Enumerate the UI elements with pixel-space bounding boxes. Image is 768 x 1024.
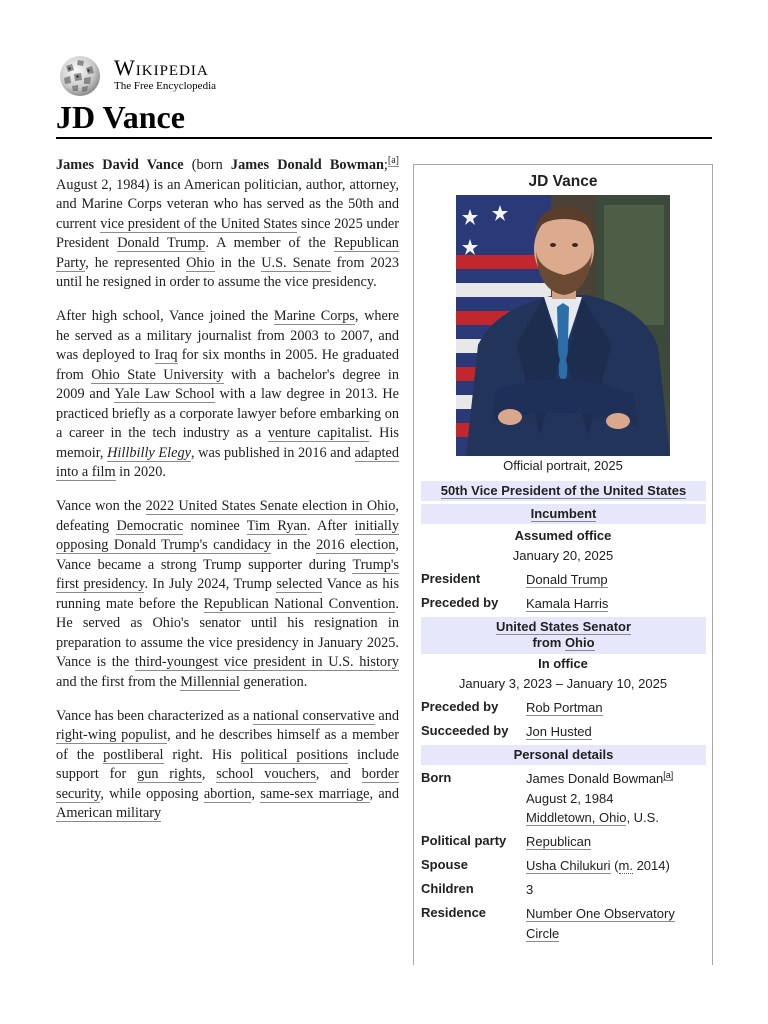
text: , he represented	[85, 254, 187, 271]
text: in the	[214, 254, 262, 271]
born-name: James Donald Bowman	[526, 771, 664, 786]
link-third-youngest[interactable]: third-youngest vice president in U.S. history	[134, 654, 399, 670]
link-rnc[interactable]: Republican National Convention	[203, 595, 396, 612]
text: for six months in 2005. He graduated from	[56, 347, 400, 383]
text: Vance has been characterized as a	[56, 707, 253, 724]
link-republican-party[interactable]: Republican Party	[56, 235, 399, 271]
in-office-dates: January 3, 2023 – January 10, 2025	[458, 676, 668, 691]
footnote-link[interactable]: [a]	[387, 155, 400, 167]
text: nominee	[183, 517, 247, 534]
link-middletown-ohio[interactable]: Middletown, Ohio	[526, 810, 627, 825]
link-marine-corps[interactable]: Marine Corps	[273, 308, 355, 324]
born-place-country: , U.S.	[626, 810, 659, 825]
link-2022-senate-election[interactable]: 2022 United States Senate election in Ohio	[145, 498, 396, 514]
text: , was published in 2016 and	[190, 444, 355, 461]
link-school-vouchers[interactable]: school vouchers	[216, 766, 316, 782]
text: (born	[183, 157, 231, 173]
link-border-security[interactable]: border security	[56, 766, 399, 802]
link-president-donald-trump[interactable]: Donald Trump	[526, 572, 608, 587]
children-value: 3	[526, 882, 534, 897]
page-title: JD Vance	[56, 99, 185, 135]
link-national-conservative[interactable]: national conservative	[252, 707, 375, 724]
text: from 2023 until he resigned in order to assume the vice presidency.	[56, 254, 399, 290]
text: , defeating	[56, 498, 399, 534]
paragraph-positions	[56, 707, 399, 824]
political-party-label: Political party	[421, 833, 507, 848]
text: After high school, Vance joined the	[56, 308, 274, 324]
link-film-adaptation[interactable]: adapted into a film	[56, 444, 399, 480]
office-band-senator	[421, 617, 706, 654]
assumed-office-date: January 20, 2025	[512, 548, 614, 563]
link-donald-trump[interactable]: Donald Trump	[117, 235, 206, 251]
bold-name: James David Vance	[56, 157, 184, 173]
text: include support for	[56, 746, 400, 782]
link-initially-opposing[interactable]: initially opposing Donald Trump's candidacy	[56, 517, 399, 553]
text: . In July 2024, Trump	[144, 576, 277, 592]
text: and the first from the	[56, 673, 181, 690]
wikipedia-wordmark[interactable]: Wikipedia	[114, 55, 209, 80]
link-ohio[interactable]: Ohio	[186, 254, 215, 271]
link-us-senator[interactable]: United States Senator	[495, 619, 632, 634]
link-first-presidency[interactable]: Trump's first presidency	[56, 556, 399, 592]
spouse-label: Spouse	[421, 857, 468, 872]
link-usha-chilukuri[interactable]: Usha Chilukuri	[526, 858, 611, 873]
president-label: President	[421, 571, 481, 586]
personal-details-band: Personal details	[421, 745, 706, 765]
text: in 2020.	[115, 464, 166, 480]
site-header	[56, 54, 716, 98]
link-political-positions[interactable]: political positions	[240, 746, 349, 763]
link-iraq[interactable]: Iraq	[154, 347, 178, 363]
link-venture-capitalist[interactable]: venture capitalist	[267, 425, 369, 441]
text: since 2025 under President	[56, 215, 399, 251]
text: , and he describes himself as a member of the	[56, 727, 399, 763]
link-vice-president-office[interactable]: 50th Vice President of the United States	[440, 483, 687, 498]
official-portrait-image[interactable]	[456, 195, 670, 456]
text: generation.	[239, 673, 308, 690]
link-yale-law-school[interactable]: Yale Law School	[114, 386, 215, 402]
text: with a bachelor's degree in 2009 and	[56, 366, 399, 402]
text: Vance won the	[56, 498, 146, 514]
spouse-open: (	[610, 858, 619, 873]
office-band-vice-president	[421, 481, 706, 501]
link-kamala-harris[interactable]: Kamala Harris	[526, 596, 609, 611]
text: , and	[315, 766, 362, 782]
link-american-military[interactable]: American military	[56, 805, 162, 821]
link-number-one-observatory-circle-cont[interactable]: Circle	[526, 925, 560, 941]
born-footnote-link[interactable]: [a]	[663, 769, 674, 780]
link-republican[interactable]: Republican	[526, 834, 592, 849]
text: in the	[271, 537, 317, 553]
residence-value	[526, 904, 675, 943]
text: ,	[201, 766, 217, 782]
paragraph-political-career	[56, 497, 399, 692]
link-us-senate[interactable]: U.S. Senate	[261, 254, 331, 271]
link-married-abbr[interactable]: m.	[618, 858, 633, 873]
wikipedia-globe-icon[interactable]	[56, 54, 104, 98]
text: ,	[251, 785, 261, 802]
text: Vance as his running mate before the	[56, 576, 400, 612]
link-abortion[interactable]: abortion	[203, 785, 252, 802]
assumed-office-label: Assumed office	[514, 528, 612, 543]
born-label: Born	[421, 770, 452, 785]
link-right-wing-populist[interactable]: right-wing populist	[56, 727, 168, 743]
text: ;	[383, 157, 388, 173]
text: . A member of the	[205, 235, 334, 251]
born-date: August 2, 1984	[526, 790, 614, 806]
link-tim-ryan[interactable]: Tim Ryan	[246, 517, 307, 534]
link-same-sex-marriage[interactable]: same-sex marriage	[260, 785, 370, 802]
text: and	[374, 707, 400, 724]
text: . He served as Ohio's senator until his resignation in preparation to assume the vice presidency in January 2025. Vance is the	[56, 595, 399, 670]
spouse-value	[526, 856, 670, 876]
text: with a law degree in 2013. He practiced briefly as a corporate lawyer before embarking on a career in the tech industry as a	[56, 386, 399, 441]
link-selected[interactable]: selected	[276, 576, 323, 592]
link-rob-portman[interactable]: Rob Portman	[526, 700, 603, 715]
spouse-year: 2014)	[632, 858, 670, 873]
born-value	[526, 769, 673, 828]
title-divider	[56, 137, 712, 139]
link-millennial[interactable]: Millennial	[180, 673, 240, 690]
children-label: Children	[421, 881, 474, 896]
link-ohio-state-university[interactable]: Ohio State University	[91, 366, 224, 383]
succeeded-by-label: Succeeded by	[421, 723, 509, 738]
preceded-by-label: Preceded by	[421, 595, 499, 610]
link-2016-election[interactable]: 2016 election	[316, 537, 396, 553]
text: , where he served as a military journalist from 2003 to 2007, and was deployed to	[56, 308, 399, 363]
link-jon-husted[interactable]: Jon Husted	[526, 724, 592, 739]
text: . After	[306, 517, 355, 534]
in-office-label: In office	[538, 656, 588, 671]
link-postliberal[interactable]: postliberal	[103, 746, 164, 763]
link-incumbent[interactable]: Incumbent	[530, 506, 597, 521]
preceded-by-label: Preceded by	[421, 699, 499, 714]
text: right. His	[163, 746, 241, 763]
text: , Vance became a strong Trump supporter during	[56, 537, 399, 573]
link-gun-rights[interactable]: gun rights	[137, 766, 202, 782]
link-senator-ohio[interactable]: Ohio	[564, 635, 595, 650]
text: , while opposing	[100, 785, 204, 802]
paragraph-lead	[56, 156, 399, 293]
incumbent-band	[421, 504, 706, 524]
article-body	[56, 156, 399, 838]
text: . His memoir,	[56, 425, 399, 461]
text: August 2, 1984) is an American politician, author, attorney, and Marine Corps veteran who has served as the 50th and current	[56, 176, 399, 232]
paragraph-early-life	[56, 307, 399, 483]
portrait-caption: Official portrait, 2025	[503, 458, 623, 473]
link-democratic[interactable]: Democratic	[116, 517, 184, 534]
link-number-one-observatory-circle[interactable]: Number One Observatory	[526, 906, 675, 921]
text: , and	[369, 785, 399, 802]
residence-label: Residence	[421, 905, 487, 920]
wikipedia-tagline: The Free Encyclopedia	[114, 80, 217, 92]
link-vice-president[interactable]: vice president of the United States	[100, 215, 298, 232]
bold-birth-name: James Donald Bowman	[230, 157, 384, 173]
senator-from-text: from	[532, 635, 565, 650]
link-hillbilly-elegy[interactable]: Hillbilly Elegy	[107, 444, 191, 461]
infobox-title: JD Vance	[528, 173, 598, 190]
infobox	[413, 164, 713, 965]
